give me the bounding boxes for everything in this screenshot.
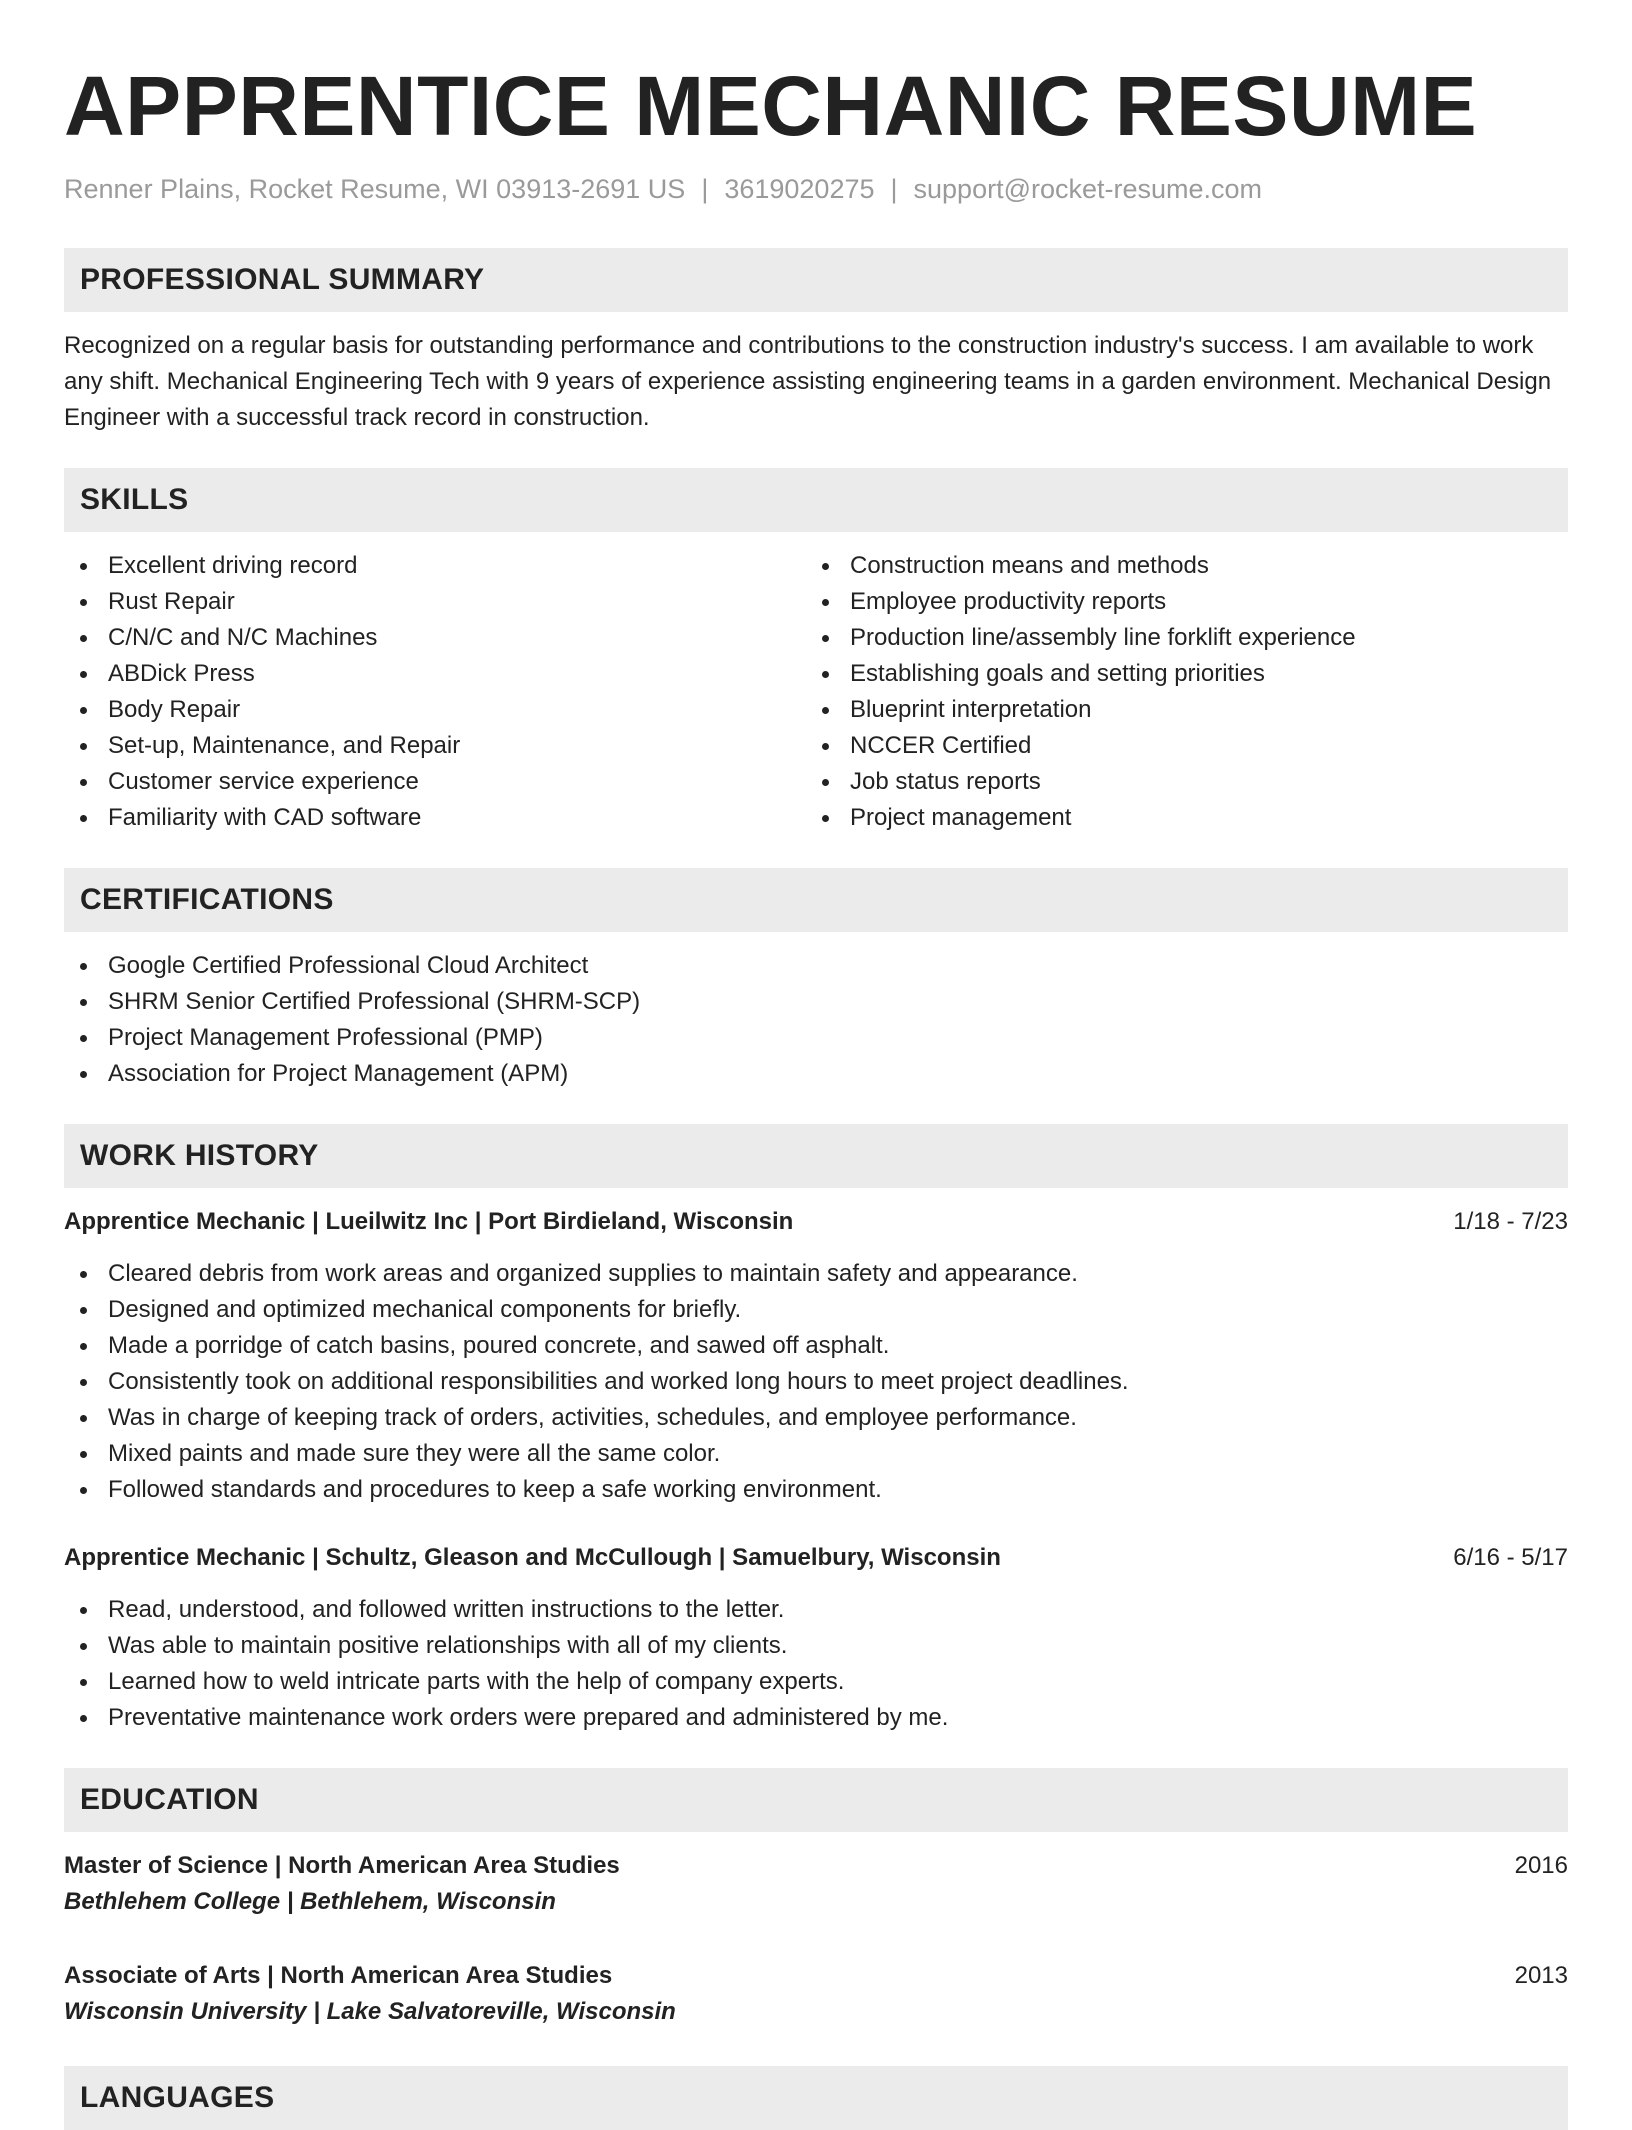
skill-item: Production line/assembly line forklift experience xyxy=(806,620,1548,656)
skill-item: ABDick Press xyxy=(64,656,806,692)
job-title: Apprentice Mechanic | Schultz, Gleason and McCullough | Samuelbury, Wisconsin xyxy=(64,1544,1001,1571)
job-dates: 1/18 - 7/23 xyxy=(1453,1208,1568,1235)
contact-line xyxy=(64,172,1568,206)
skill-item: Construction means and methods xyxy=(806,548,1548,584)
summary-text: Recognized on a regular basis for outstanding performance and contributions to the construction industry's success. I am available to work any shift. Mechanical Engineering Tech with 9 years of experience assisting engineering teams in a garden environment. Mechanical Design Engineer with a successful track record in construction. xyxy=(64,332,1552,431)
contact-separator: | xyxy=(701,174,709,204)
job-bullet: Was in charge of keeping track of orders, activities, schedules, and employee performance. xyxy=(64,1400,1568,1436)
skill-item: Excellent driving record xyxy=(64,548,806,584)
education-year: 2013 xyxy=(1514,1962,1568,1989)
contact-separator: | xyxy=(890,174,898,204)
job-bullet: Cleared debris from work areas and organized supplies to maintain safety and appearance. xyxy=(64,1256,1568,1292)
skill-item: Set-up, Maintenance, and Repair xyxy=(64,728,806,764)
job-header xyxy=(64,1540,1568,1576)
skills-list-right xyxy=(806,548,1548,836)
skill-item: Employee productivity reports xyxy=(806,584,1548,620)
education-degree: Associate of Arts | North American Area Studies xyxy=(64,1962,613,1989)
job-bullet: Designed and optimized mechanical components for briefly. xyxy=(64,1292,1568,1328)
job-title: Apprentice Mechanic | Lueilwitz Inc | Port Birdieland, Wisconsin xyxy=(64,1208,794,1235)
resume-title: APPRENTICE MECHANIC RESUME xyxy=(64,59,1478,153)
section-heading-summary: PROFESSIONAL SUMMARY xyxy=(64,248,1568,312)
contact-email: support@rocket-resume.com xyxy=(913,174,1263,204)
skill-item: Establishing goals and setting priorities xyxy=(806,656,1548,692)
education-header xyxy=(64,1848,1568,1884)
section-heading-work-history: WORK HISTORY xyxy=(64,1124,1568,1188)
skill-item: Familiarity with CAD software xyxy=(64,800,806,836)
section-heading-education: EDUCATION xyxy=(64,1768,1568,1832)
job-bullet: Preventative maintenance work orders were prepared and administered by me. xyxy=(64,1700,1568,1736)
skill-item: Blueprint interpretation xyxy=(806,692,1548,728)
job-dates: 6/16 - 5/17 xyxy=(1453,1544,1568,1571)
skills-columns xyxy=(64,548,1568,836)
job-bullet: Was able to maintain positive relationships with all of my clients. xyxy=(64,1628,1568,1664)
job-bullet: Made a porridge of catch basins, poured concrete, and sawed off asphalt. xyxy=(64,1328,1568,1364)
job-bullets xyxy=(64,1592,1568,1736)
certification-item: Google Certified Professional Cloud Architect xyxy=(64,948,1568,984)
skill-item: Rust Repair xyxy=(64,584,806,620)
certification-item: SHRM Senior Certified Professional (SHRM-SCP) xyxy=(64,984,1568,1020)
certifications-list xyxy=(64,948,1568,1092)
certification-item: Association for Project Management (APM) xyxy=(64,1056,1568,1092)
section-heading-languages: LANGUAGES xyxy=(64,2066,1568,2130)
skill-item: NCCER Certified xyxy=(806,728,1548,764)
education-entry xyxy=(64,1848,1568,1920)
job-header xyxy=(64,1204,1568,1240)
section-heading-skills: SKILLS xyxy=(64,468,1568,532)
skills-list-left xyxy=(64,548,806,836)
skill-item: C/N/C and N/C Machines xyxy=(64,620,806,656)
contact-phone: 3619020275 xyxy=(724,174,875,204)
job-bullet: Followed standards and procedures to keep a safe working environment. xyxy=(64,1472,1568,1508)
skill-item: Job status reports xyxy=(806,764,1548,800)
skill-item: Customer service experience xyxy=(64,764,806,800)
job-bullet: Mixed paints and made sure they were all the same color. xyxy=(64,1436,1568,1472)
education-school: Bethlehem College | Bethlehem, Wisconsin xyxy=(64,1888,556,1915)
skill-item: Body Repair xyxy=(64,692,806,728)
job-bullet: Read, understood, and followed written instructions to the letter. xyxy=(64,1592,1568,1628)
job-entry xyxy=(64,1540,1568,1736)
education-header xyxy=(64,1958,1568,1994)
education-entry xyxy=(64,1958,1568,2030)
job-bullet: Learned how to weld intricate parts with the help of company experts. xyxy=(64,1664,1568,1700)
contact-address: Renner Plains, Rocket Resume, WI 03913-2691 US xyxy=(64,174,686,204)
education-school: Wisconsin University | Lake Salvatoreville, Wisconsin xyxy=(64,1998,676,2025)
certification-item: Project Management Professional (PMP) xyxy=(64,1020,1568,1056)
resume-page xyxy=(64,0,1568,2130)
job-bullets xyxy=(64,1256,1568,1508)
education-year: 2016 xyxy=(1514,1852,1568,1879)
job-entry xyxy=(64,1204,1568,1508)
education-degree: Master of Science | North American Area Studies xyxy=(64,1852,620,1879)
skill-item: Project management xyxy=(806,800,1548,836)
section-heading-certifications: CERTIFICATIONS xyxy=(64,868,1568,932)
job-bullet: Consistently took on additional responsibilities and worked long hours to meet project deadlines. xyxy=(64,1364,1568,1400)
